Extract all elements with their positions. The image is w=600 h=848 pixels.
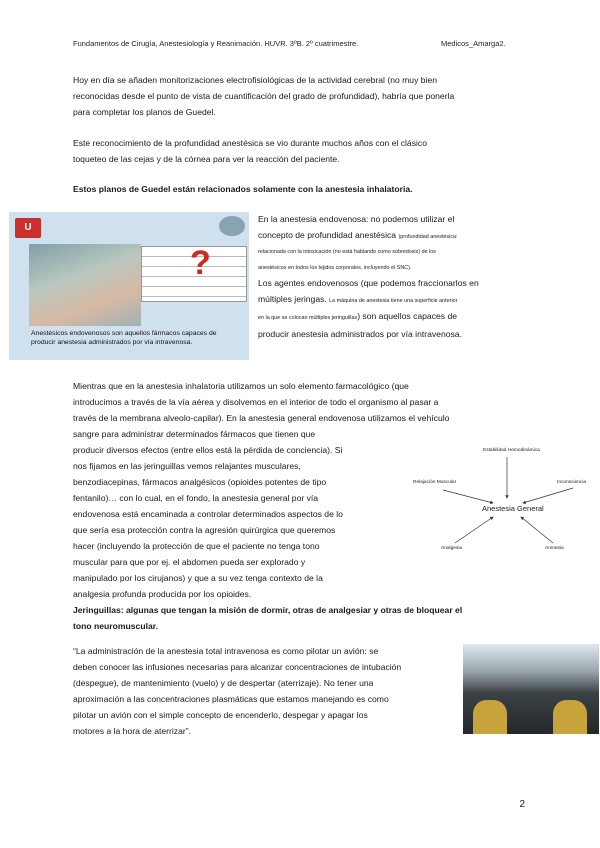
text-line: concepto de profundidad anestésica (profundidad anestésica: xyxy=(258,229,458,240)
text-line: que sería esa protección contra la agresión quirúrgica que queremos xyxy=(73,525,336,535)
header-author: Medicos_Amarga2. xyxy=(441,39,506,48)
cockpit-photo xyxy=(463,644,599,734)
text-line: producir anestesia administrados por vía intravenosa. xyxy=(258,328,462,339)
pilot-figure xyxy=(553,700,587,734)
paragraph-monitoring xyxy=(73,72,528,120)
text-line: Jeringuillas: algunas que tengan la misión de dormir, otras de analgesiar y otras de bloquear el xyxy=(73,605,463,615)
text-line: producir diversos efectos (entre ellos está la pérdida de conciencia). Si xyxy=(73,445,343,455)
text-line: Mientras que en la anestesia inhalatoria utilizamos un solo elemento farmacológico (que xyxy=(73,381,409,391)
text-line: para completar los planos de Guedel. xyxy=(73,107,216,117)
text-line: muscular para que por ej. el abdomen pueda ser explorado y xyxy=(73,557,306,567)
text-line: analgesia profunda producida por los opioides. xyxy=(73,589,252,599)
text-line: sangre para administrar determinados fármacos que tienen que xyxy=(73,429,316,439)
university-logo: U xyxy=(15,218,41,238)
paragraph-guedel: Estos planos de Guedel están relacionados solamente con la anestesia inhalatoria. xyxy=(73,184,413,194)
text-line: hacer (incluyendo la protección de que el paciente no tenga tono xyxy=(73,541,320,551)
diagram-label-bottom-right: Amnesia xyxy=(545,546,564,551)
header-course: Fundamentos de Cirugía, Anestesiología y Reanimación. HUVR. 3ºB. 2º cuatrimestre. xyxy=(73,39,359,48)
text-line: en la que se colocan múltiples jeringuillas) son aquellos capaces de xyxy=(258,311,458,321)
text-line: relacionada con la intoxicación (no está hablando como sobredosis) de los xyxy=(258,249,436,255)
diagram-arrows xyxy=(405,443,600,558)
page-number: 2 xyxy=(519,799,525,810)
text-line: reconocidas desde el punto de vista de cuantificación del grado de profundidad), habría que ponerla xyxy=(73,91,455,101)
text-line: (despegue), de mantenimiento (vuelo) y de despertar (aterrizaje). No tener una xyxy=(73,678,374,688)
diagram-label-right: Inconsciencia xyxy=(557,480,587,485)
paragraph-recognition xyxy=(73,135,528,167)
text-line: múltiples jeringas. La máquina de anestesia tiene una superficie anterior xyxy=(258,293,458,304)
slide-caption: Anestésicos endovenosos son aquellos fármacos capaces de producir anestesia administrados por vía intravenosa. xyxy=(31,330,217,346)
slide-image xyxy=(9,212,249,360)
text-line: endovenosa está encaminada a controlar determinados aspectos de lo xyxy=(73,509,343,519)
text-line: toqueteo de las cejas y de la córnea para ver la reacción del paciente. xyxy=(73,154,340,164)
text-line: benzodiacepinas, fármacos analgésicos (opioides potentes de tipo xyxy=(73,477,327,487)
text-line: nos fijamos en las jeringuillas vemos relajantes musculares, xyxy=(73,461,301,471)
diagram-label-center: Anestesia General xyxy=(482,504,544,513)
text-line: pilotar un avión con el simple concepto de encenderlo, despegar y apagar los xyxy=(73,710,368,720)
text-line: introducimos a través de la vía aérea y disolvemos en el interior de todo el organismo al pasar a xyxy=(73,397,439,407)
text-line: Hoy en día se añaden monitorizaciones electrofisiológicas de la actividad cerebral (no muy bien xyxy=(73,75,438,85)
text-line: Los agentes endovenosos (que podemos fraccionarlos en xyxy=(258,278,479,288)
diagram-label-top: Estabilidad Hemodinámica xyxy=(483,448,540,453)
text-line: “La administración de la anestesia total intravenosa es como pilotar un avión: se xyxy=(73,646,379,656)
diagram-label-left: Relajación Muscular xyxy=(413,480,457,485)
text-line: aproximación a las concentraciones plasmáticas que estamos manejando es como xyxy=(73,694,389,704)
text-line: través de la membrana alveolo-capilar). En la anestesia general endovenosa utilizamos el vehículo xyxy=(73,413,450,423)
side-text-endovenous xyxy=(258,212,558,342)
text-line: deben conocer las infusiones necesarias para alcanzar concentraciones de intubación xyxy=(73,662,402,672)
text-line: fentanilo)… con lo cual, en el fondo, la anestesia general por vía xyxy=(73,493,319,503)
diagram-label-bottom-left: Analgesia xyxy=(441,546,463,551)
text-line: Este reconocimiento de la profundidad anestésica se vio durante muchos años con el clásico xyxy=(73,138,427,148)
quote-airplane xyxy=(73,643,458,739)
hand-iv-photo xyxy=(29,244,141,326)
anesthesia-components-diagram xyxy=(405,443,600,558)
text-line: En la anestesia endovenosa: no podemos utilizar el xyxy=(258,214,455,224)
text-line: tono neuromuscular. xyxy=(73,621,158,631)
text-line: motores a la hora de aterrizar”. xyxy=(73,726,191,736)
text-line: anestésicos en todos los tejidos corporales, incluyendo el SNC). xyxy=(258,264,412,271)
text-line: manipulado por los cirujanos) y que a su vez tenga contexto de la xyxy=(73,573,323,583)
pilot-figure xyxy=(473,700,507,734)
question-mark: ? xyxy=(190,244,211,282)
syringe-thumbnail xyxy=(219,216,245,236)
